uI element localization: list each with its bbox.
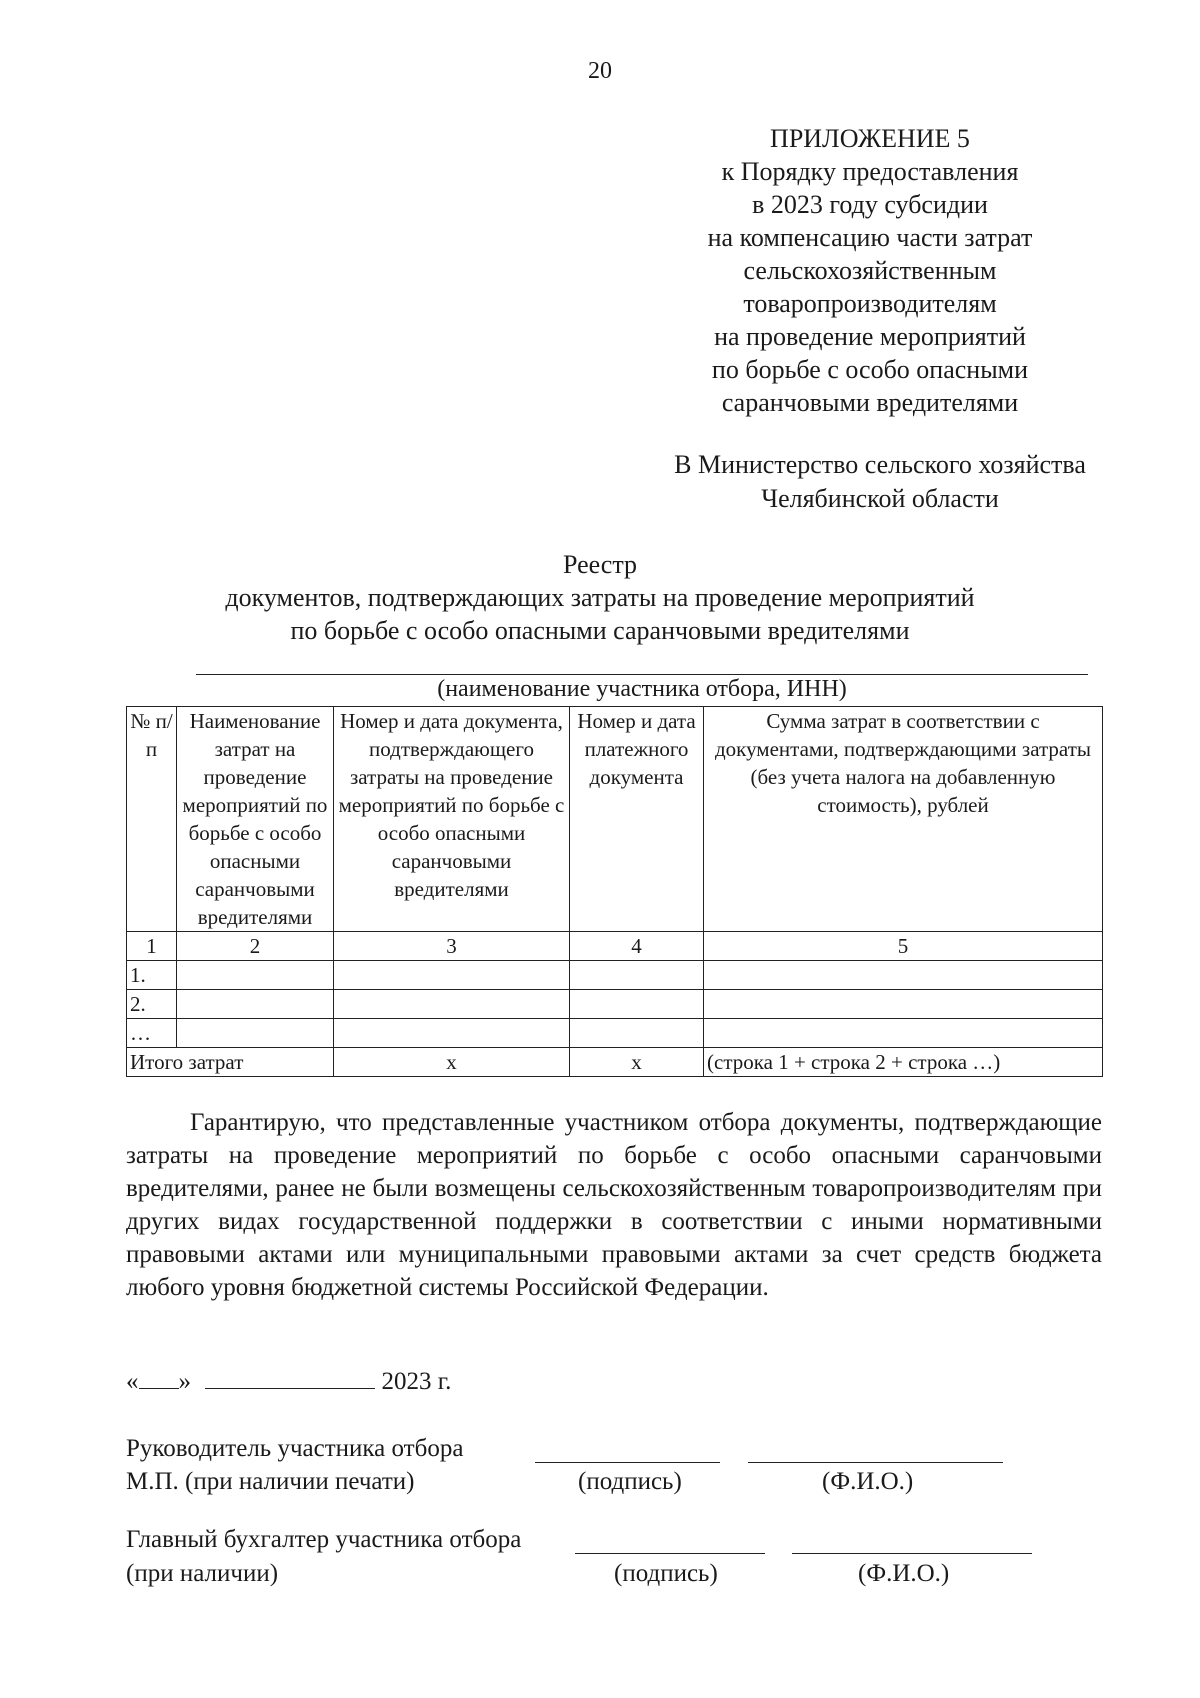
total-label: Итого затрат [127, 1048, 334, 1077]
row-number: 2. [127, 990, 177, 1019]
registry-table [126, 706, 1103, 1077]
accountant-signature-field[interactable] [575, 1553, 765, 1554]
header-cell-payment-document: Номер и дата платежного документа [570, 707, 704, 932]
table-cell [177, 961, 334, 990]
table-cell [704, 990, 1103, 1019]
table-cell [334, 990, 570, 1019]
column-number-row [127, 932, 1103, 961]
table-row [127, 961, 1103, 990]
accountant-name-field[interactable] [792, 1553, 1032, 1554]
date-close-quote: » [178, 1368, 191, 1395]
head-name-caption: (Ф.И.О.) [822, 1468, 914, 1495]
accountant-sublabel: (при наличии) [126, 1560, 279, 1587]
title-line-3: по борьбе с особо опасными саранчовыми вредителями [290, 616, 910, 645]
addressee-block [620, 448, 1140, 516]
guarantee-text: Гарантирую, что представленные участником отбора документы, подтверждающие затраты на проведение мероприятий по борьбе с особо опасными саранчовыми вредителями, ранее не были возмещены сельскохозяйственным товаропроизводителям при других видах государственной поддержки в соответствии с иными нормативными правовыми актами или муниципальными правовыми актами за счет средств бюджета любого уровня бюджетной системы Российской Федерации. [126, 1109, 1102, 1301]
date-open-quote: « [126, 1368, 139, 1395]
org-name-field-line [196, 674, 1088, 675]
head-sublabel: М.П. (при наличии печати) [126, 1468, 415, 1495]
head-label: Руководитель участника отбора [126, 1435, 464, 1462]
table-cell [177, 990, 334, 1019]
header-cell-number: № п/п [127, 707, 177, 932]
appendix-line: на проведение мероприятий [714, 322, 1026, 351]
column-number: 1 [127, 932, 177, 961]
table-cell [704, 961, 1103, 990]
appendix-title: ПРИЛОЖЕНИЕ 5 [770, 124, 970, 153]
row-number: … [127, 1019, 177, 1048]
column-number: 2 [177, 932, 334, 961]
head-signature-caption: (подпись) [578, 1468, 682, 1495]
title-line-2: документов, подтверждающих затраты на проведение мероприятий [225, 583, 975, 612]
total-cell-document: x [334, 1048, 570, 1077]
accountant-label: Главный бухгалтер участника отбора [126, 1526, 522, 1553]
document-title [100, 548, 1100, 647]
addressee-line-2: Челябинской области [761, 484, 999, 513]
row-number: 1. [127, 961, 177, 990]
date-line [126, 1366, 451, 1396]
table-cell [570, 990, 704, 1019]
table-cell [570, 961, 704, 990]
month-field[interactable] [205, 1366, 375, 1389]
date-year: 2023 г. [381, 1368, 452, 1395]
column-number: 4 [570, 932, 704, 961]
total-cell-amount: (строка 1 + строка 2 + строка …) [704, 1048, 1103, 1077]
appendix-line: на компенсацию части затрат [707, 223, 1033, 252]
column-number: 5 [704, 932, 1103, 961]
table-cell [704, 1019, 1103, 1048]
header-cell-expense-name: Наименование затрат на проведение мероприятий по борьбе с особо опасными саранчовыми вредителями [177, 707, 334, 932]
table-cell [334, 1019, 570, 1048]
table-cell [334, 961, 570, 990]
appendix-block [640, 122, 1100, 419]
accountant-name-caption: (Ф.И.О.) [858, 1560, 950, 1587]
org-name-caption: (наименование участника отбора, ИНН) [437, 676, 847, 702]
header-cell-amount: Сумма затрат в соответствии с документами, подтверждающими затраты (без учета налога на добавленную стоимость), рублей [704, 707, 1103, 932]
total-cell-payment: x [570, 1048, 704, 1077]
appendix-line: в 2023 году субсидии [752, 190, 988, 219]
table-cell [177, 1019, 334, 1048]
day-field[interactable] [139, 1366, 179, 1389]
appendix-line: по борьбе с особо опасными [711, 355, 1029, 384]
column-number: 3 [334, 932, 570, 961]
guarantee-paragraph [126, 1106, 1102, 1304]
appendix-line: к Порядку предоставления [721, 157, 1019, 186]
header-cell-document: Номер и дата документа, подтверждающего затраты на проведение мероприятий по борьбе с особо опасными саранчовыми вредителями [334, 707, 570, 932]
head-name-field[interactable] [748, 1462, 1003, 1463]
head-signature-field[interactable] [535, 1462, 720, 1463]
appendix-line: товаропроизводителям [743, 289, 997, 318]
table-row [127, 1019, 1103, 1048]
title-line-1: Реестр [562, 550, 638, 579]
addressee-line-1: В Министерство сельского хозяйства [674, 450, 1086, 479]
page-number: 20 [588, 58, 612, 84]
total-row [127, 1048, 1103, 1077]
table-row [127, 990, 1103, 1019]
appendix-line: сельскохозяйственным [743, 256, 997, 285]
accountant-signature-caption: (подпись) [614, 1560, 718, 1587]
table-header-row [127, 707, 1103, 932]
appendix-line: саранчовыми вредителями [721, 388, 1019, 417]
table-cell [570, 1019, 704, 1048]
